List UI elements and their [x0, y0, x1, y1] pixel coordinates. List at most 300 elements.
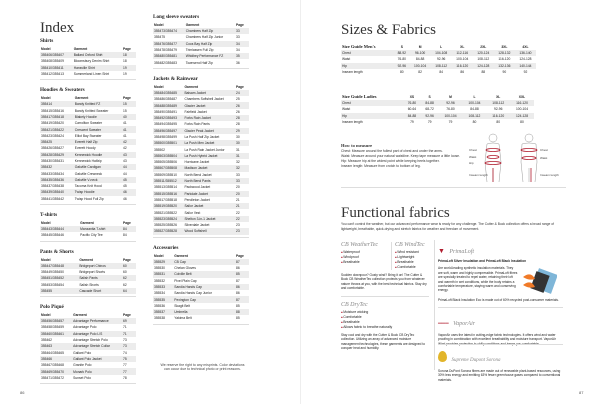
page-cell: 43: [123, 159, 127, 163]
table-row: [40, 288, 136, 294]
size-cell: 96-100: [410, 50, 431, 56]
fabrics-intro: You can't control the weather, but our advanced performance wear is ready for any challenge. The Cutter & Buck collection offers a broad range of lightweight, breathable, quick-drying and stretch fabrics for weather and freedom of movement.: [341, 222, 554, 231]
size-cell: 86: [460, 70, 465, 75]
garment-cell: Everett Half Zip: [74, 139, 122, 145]
model-cell: 355415/355416: [41, 108, 64, 113]
size-table: [341, 93, 534, 125]
page-cell: 73: [122, 343, 136, 349]
page-cell: 26: [235, 102, 249, 108]
page-cell: 85: [236, 303, 240, 308]
page-cell: 62: [123, 282, 127, 287]
size-header: 2XL: [480, 44, 487, 49]
page-cell: 25: [236, 97, 240, 102]
index-section: [40, 304, 136, 384]
garment-cell: Silverdale Jacket: [184, 223, 210, 228]
vaporair-logo-icon: ═══: [438, 321, 449, 327]
windtec-block: [391, 242, 431, 270]
garment-cell: Tacoma Knit Hood: [74, 184, 102, 189]
fig-label: Inseam length: [540, 173, 559, 177]
page-cell: 45: [122, 177, 136, 183]
sorona-block: [438, 348, 563, 382]
table-row: [153, 228, 249, 234]
model-cell: 355462: [41, 338, 53, 343]
index-table: [40, 46, 136, 77]
model-cell: 355458/355459: [41, 325, 64, 330]
page-cell: 46: [123, 196, 127, 201]
model-cell: 355437/355438: [41, 184, 64, 189]
garment-cell: Granite Polo: [73, 363, 92, 368]
page-cell: 60: [122, 263, 136, 269]
feature-item: ■ Moisture wicking: [341, 310, 429, 315]
garment-cell: La Push Men Jacket: [183, 140, 235, 146]
size-cell: 108-112: [477, 57, 490, 62]
index-table: [40, 95, 136, 202]
model-cell: 355478/355479: [154, 48, 177, 53]
model-cell: 355425: [40, 139, 74, 145]
garment-cell: Sandia Hands Cap Junior: [174, 291, 212, 296]
size-header: S: [428, 94, 431, 99]
page-cell: 18: [123, 59, 127, 64]
size-cell: 88: [481, 70, 486, 75]
weathertec-name: CB WeatherTec: [341, 242, 379, 248]
page-cell: 41: [123, 121, 127, 126]
garment-cell: Shelton 3-in-1 Jacket: [183, 216, 235, 222]
feature-item: ■ Wind resistant: [395, 250, 431, 255]
garment-cell: CB Cap: [173, 259, 235, 265]
page-cell: 86: [235, 284, 249, 290]
section-title: Shirts: [40, 38, 54, 44]
page-cell: 44: [122, 164, 136, 170]
page-cell: 20: [236, 185, 240, 190]
garment-cell: Oakville Cardigan: [74, 164, 122, 170]
index-column-2: [153, 14, 249, 332]
fig-label: Hip: [469, 161, 474, 165]
model-cell: 355473/355474: [153, 28, 185, 34]
column-header-garment: Garment: [73, 47, 88, 51]
model-cell: 355531: [153, 271, 173, 277]
size-header: XXL: [518, 94, 526, 99]
model-cell: 355511/355512: [153, 178, 183, 184]
fig-label: Chest: [469, 148, 477, 152]
table-row: [40, 71, 136, 77]
drytec-name: CB DryTec: [341, 302, 368, 308]
garment-cell: Chambers Half Zip: [185, 28, 235, 34]
garment-cell: Pexington Cap: [173, 296, 235, 302]
model-cell: 355509/355510: [154, 172, 177, 177]
page-cell: 22: [236, 210, 240, 215]
page-cell: 40: [122, 114, 136, 120]
page-cell: 34: [236, 48, 240, 53]
page-cell: 20: [235, 191, 249, 197]
garment-cell: Advantage Stretch Polo: [73, 338, 108, 343]
garment-cell: Chelan Gloves: [174, 266, 196, 271]
divider: [341, 187, 566, 188]
windtec-name: CB WindTec: [395, 242, 425, 248]
garment-cell: Chambers Softshell Jacket: [184, 97, 224, 102]
model-cell: 355500/355501: [153, 140, 183, 146]
feature-item: ■ Waterproof: [341, 250, 391, 255]
garment-cell: Advantage Performance: [72, 318, 122, 324]
size-cell: 124-128: [519, 57, 532, 62]
size-guide-title: Size Guide Men's: [342, 44, 376, 49]
column-header-model: Model: [41, 47, 51, 51]
size-cell: 124-128: [510, 113, 534, 119]
model-cell: 355484/355485: [153, 90, 183, 96]
measure-instruction: Waist: Measure around your natural waistline. Keep tape measure a little loose.: [341, 154, 460, 158]
table-row: [40, 375, 136, 381]
model-cell: 355537: [153, 309, 173, 315]
feature-item: ■ Breathable: [395, 260, 431, 265]
column-header-garment: Garment: [174, 253, 188, 258]
page-cell: 77: [123, 363, 127, 368]
table-row: [341, 119, 534, 125]
size-cell: 136-140: [515, 50, 536, 56]
garment-cell: North Bend Pants: [183, 178, 235, 184]
primaloft-logo-icon: ▼: [438, 248, 445, 255]
column-header-model: Model: [41, 96, 51, 101]
size-cell: 92-96: [494, 107, 503, 112]
size-cell: 92-96: [421, 113, 439, 119]
weathertec-text-block: [341, 270, 429, 291]
model-cell: 355521/355522: [154, 210, 177, 215]
measure-title: How to measure: [341, 143, 373, 148]
page-cell: 45: [123, 184, 127, 189]
drytec-text: Stay cool and dry with the Cutter & Buck CB DryTec collection. Utilizing an array of advanced moisture management technologies, these garments are designed to conquer heat and humidity.: [341, 333, 425, 351]
size-cell: 120-124: [473, 50, 494, 56]
model-cell: 355475: [154, 35, 166, 40]
measure-label: Hip: [341, 113, 403, 119]
garment-cell: Manzanita T-shirt: [79, 226, 122, 232]
garment-cell: Hurricane Jacket: [184, 160, 210, 165]
garment-cell: Townsend Half Zip: [185, 60, 213, 65]
page-cell: 60: [123, 269, 127, 274]
page-cell: 15: [123, 108, 127, 113]
size-cell: 84-88: [421, 100, 439, 106]
feature-item: ■ Comfortable: [341, 315, 429, 320]
page-cell: 30: [236, 135, 240, 139]
page-cell: 84: [123, 233, 127, 238]
sizes-title: Sizes & Fabrics: [341, 22, 436, 38]
page-cell: 73: [123, 338, 127, 343]
model-cell: 355490/355491: [154, 109, 177, 114]
column-header-page: Page: [123, 257, 131, 262]
page-cell: 64: [122, 288, 136, 294]
garment-cell: Crescent Sweater: [74, 126, 122, 132]
page-cell: 31: [236, 147, 240, 152]
garment-cell: Forks Rain Pants: [184, 122, 210, 127]
model-cell: 355527/355528: [153, 228, 183, 234]
garment-cell: Chambers Half Zip Junior: [185, 35, 224, 40]
size-cell: 124-128: [473, 63, 494, 69]
garment-cell: Twisp Hoodie: [74, 189, 122, 195]
size-cell: 68-72: [425, 107, 434, 112]
model-cell: 355441/355442: [41, 196, 64, 201]
size-cell: 84: [439, 70, 443, 75]
index-column-1: [40, 38, 136, 391]
size-header: 4XL: [522, 44, 529, 49]
model-cell: 355538: [154, 316, 166, 321]
garment-cell: Fairfield Jacket: [184, 109, 207, 114]
model-cell: 355463: [40, 343, 72, 349]
column-header-model: Model: [41, 257, 51, 262]
index-section: [153, 76, 249, 238]
feature-item: ■ Allows fabric to breathe naturally: [341, 325, 429, 330]
garment-cell: Skagit Belt: [174, 303, 191, 308]
model-cell: 355451/355452: [40, 275, 78, 281]
table-row: [153, 59, 249, 65]
size-header: XL: [460, 44, 465, 49]
garment-cell: Oakville Crewneck: [74, 171, 103, 176]
garment-cell: Cascade Short: [78, 288, 122, 294]
model-cell: 355502: [154, 147, 166, 152]
garment-cell: Bloomsbury Denim Shirt: [73, 59, 110, 64]
model-cell: 355529: [153, 259, 173, 265]
size-cell: 116-120: [510, 100, 534, 106]
measure-label: Waist: [342, 57, 351, 62]
model-cell: 355439/355440: [40, 189, 74, 195]
garment-cell: Trimlassen Full Zip: [185, 48, 214, 53]
index-section: [40, 38, 136, 80]
page-number: 87: [579, 390, 584, 395]
page-cell: 19: [122, 65, 136, 71]
size-cell: 92-96: [394, 63, 410, 69]
model-cell: 355517/355518: [154, 197, 177, 202]
garment-cell: Advantage Polo: [73, 325, 97, 330]
index-table: [153, 253, 249, 322]
fig-label: Waist: [469, 155, 477, 159]
measure-label: Waist: [342, 107, 351, 112]
garment-cell: Sunset Polo: [73, 375, 91, 380]
page-cell: 35: [235, 53, 249, 59]
page-cell: 88: [235, 309, 249, 315]
garment-cell: Glacier Jacket: [183, 102, 235, 108]
feature-item: ■ Comfortable: [395, 265, 431, 270]
page-cell: 34: [235, 41, 249, 47]
page-cell: 86: [236, 291, 240, 296]
divider-vertical: [434, 240, 435, 370]
model-cell: 355464/355465: [41, 350, 64, 355]
disclaimer-note: We reserve the right to any misprints. Color deviations can occur due to technical photo or print reasons.: [160, 363, 245, 371]
feature-item: ■ Breathable: [341, 320, 429, 325]
model-cell: 355423/355424: [41, 133, 64, 138]
model-cell: 355492/355493: [153, 115, 183, 121]
garment-cell: Forks Rain Jacket: [183, 115, 235, 121]
page-cell: 87: [236, 278, 240, 283]
index-table: [40, 257, 136, 294]
model-cell: 355406/355407: [40, 52, 73, 58]
column-header-model: Model: [154, 253, 164, 258]
model-cell: 355456/355457: [40, 318, 72, 324]
size-header: M: [418, 44, 422, 49]
primaloft-block: [438, 240, 563, 303]
page-cell: 24: [235, 90, 249, 96]
model-cell: 355471/355472: [41, 375, 64, 380]
garment-cell: Salish Pants: [78, 275, 122, 281]
page-cell: 30: [235, 140, 249, 146]
page-cell: 42: [123, 146, 127, 151]
page-cell: 74: [123, 350, 127, 355]
size-cell: 132-136: [494, 63, 515, 69]
page-cell: 22: [235, 216, 249, 222]
page-cell: 41: [122, 126, 136, 132]
garment-cell: Pixel Plain Cap: [174, 278, 197, 283]
section-title: Polo Piqué: [40, 304, 64, 311]
garment-cell: Coos Bay Half Zip: [185, 41, 235, 47]
model-cell: 355412/355413: [41, 72, 64, 77]
model-cell: 355507/355508: [153, 165, 183, 171]
page-cell: 69: [122, 318, 136, 324]
page-cell: 32: [236, 160, 240, 165]
garment-cell: Bridgeport Chinos: [78, 263, 122, 269]
page-cell: 21: [235, 203, 249, 209]
page-number: 86: [20, 390, 25, 395]
garment-cell: Oakville V-neck: [74, 177, 122, 183]
page-cell: 19: [123, 72, 127, 77]
index-section: [40, 212, 136, 242]
model-cell: 355486/355487: [154, 97, 177, 102]
index-title: Index: [40, 20, 75, 36]
page-cell: 46: [122, 189, 136, 195]
table-header: [341, 93, 534, 100]
measure-label: Chest: [341, 100, 403, 106]
size-cell: 76-80: [397, 57, 406, 62]
model-cell: 355428/355429: [40, 152, 74, 158]
model-cell: 355419/355420: [41, 121, 64, 126]
size-cell: 76-80: [403, 100, 421, 106]
page-cell: 84: [122, 226, 136, 232]
measure-figures: [469, 130, 569, 186]
garment-cell: Summerland Linen Shirt: [73, 72, 110, 77]
size-cell: 92: [523, 70, 528, 75]
page-cell: 71: [123, 325, 127, 330]
size-cell: 80: [520, 120, 524, 125]
garment-cell: Kennewick Hoodie: [74, 152, 122, 158]
insulation-illustration: [521, 267, 557, 295]
size-cell: 79: [410, 120, 414, 125]
page-cell: 36: [236, 60, 240, 65]
divider: [438, 307, 563, 308]
model-cell: 355496/355497: [153, 128, 183, 134]
size-cell: 116-120: [486, 113, 510, 119]
garment-cell: Advantage Polo L/S: [72, 331, 122, 337]
table-header: [341, 43, 536, 50]
garment-cell: Ballard Oxford Shirt: [73, 52, 122, 58]
section-title: Accessories: [153, 244, 179, 251]
garment-cell: Umbrella: [173, 309, 235, 315]
feature-item: ■ Lightweight: [395, 255, 431, 260]
page-cell: 33: [236, 172, 240, 177]
model-cell: 355443/355444: [40, 226, 79, 232]
page-cell: 77: [122, 368, 136, 374]
model-cell: 355449/355450: [41, 269, 64, 274]
model-cell: 355467/355468: [41, 363, 64, 368]
fig-label: Chest: [540, 148, 548, 152]
page-cell: 23: [236, 223, 240, 228]
page-cell: 71: [122, 331, 136, 337]
model-cell: 355445/355446: [41, 233, 64, 238]
size-cell: 76-80: [446, 107, 455, 112]
column-header-garment: Garment: [79, 257, 93, 262]
model-cell: 355447/355448: [40, 263, 78, 269]
garment-cell: Monark Polo: [72, 368, 122, 374]
model-cell: 355466: [40, 356, 72, 362]
page-cell: 87: [235, 296, 249, 302]
garment-cell: Madison Jacket: [183, 165, 235, 171]
size-header: S: [400, 44, 403, 49]
model-cell: 355533: [153, 284, 173, 290]
garment-cell: Salish Shorts: [79, 282, 99, 287]
model-cell: 355530: [154, 266, 166, 271]
section-title: Long sleeve sweaters: [153, 14, 200, 20]
garment-cell: Yakima Belt: [174, 316, 192, 321]
garment-cell: Elliot Bay Sweater: [74, 133, 102, 138]
garment-cell: Sailor Jacket: [183, 203, 235, 209]
size-cell: 92-96: [439, 100, 463, 106]
page-cell: 28: [235, 115, 249, 121]
sorona-name: Supreme Dupont Sorona: [451, 358, 501, 363]
size-cell: 100-104: [410, 63, 431, 69]
right-page: [300, 0, 600, 404]
index-table: [40, 312, 136, 381]
size-cell: 84-88: [415, 57, 425, 62]
page-cell: 78: [123, 375, 127, 380]
primaloft-subtitle: PrimaLoft Silver Insulation and PrimaLoft Black Insulation: [438, 259, 527, 263]
column-header-page: Page: [236, 84, 244, 89]
index-section: [40, 249, 136, 297]
size-cell: 88-92: [394, 50, 410, 56]
model-cell: 355503/355504: [153, 153, 183, 159]
page-cell: 44: [123, 171, 127, 176]
table-row: [40, 196, 136, 202]
model-cell: 355535: [153, 296, 173, 302]
model-cell: 355414: [40, 101, 74, 107]
model-cell: 355498/355499: [154, 135, 177, 139]
page-cell: 41: [123, 133, 127, 138]
size-cell: 82: [418, 70, 422, 75]
size-header: XL: [496, 94, 501, 99]
table-row: [153, 315, 249, 321]
page-cell: 31: [235, 153, 249, 159]
measure-instruction: Inseam length: Measure from crotch to bottom of leg.: [341, 164, 421, 168]
page-cell: 15: [122, 101, 136, 107]
page-cell: 75: [122, 356, 136, 362]
size-cell: 90: [502, 70, 507, 75]
garment-cell: Everett Hoody: [74, 146, 96, 151]
garment-cell: Bandy Knitted FZ: [74, 101, 122, 107]
garment-cell: Wood Softshell: [183, 228, 235, 234]
vaporair-block: [438, 312, 563, 346]
column-header-model: Model: [154, 23, 164, 27]
page-cell: 85: [236, 316, 240, 321]
size-cell: 92-96: [436, 57, 446, 62]
index-section: [153, 14, 249, 69]
garment-cell: Twisp Hood Full Zip: [74, 196, 104, 201]
model-cell: 355432: [40, 164, 74, 170]
garment-cell: Packwood Jacket: [184, 185, 211, 190]
model-cell: 355469/355470: [40, 368, 72, 374]
index-section: [40, 87, 136, 205]
size-header: M: [449, 94, 452, 99]
how-to-measure: [341, 143, 466, 169]
primaloft-name: PrimaLoft: [449, 249, 475, 255]
garment-cell: Glacier Peak Jacket: [183, 128, 235, 134]
page-cell: 28: [236, 122, 240, 127]
model-cell: 355408/355409: [41, 59, 64, 64]
model-cell: 355426/355427: [41, 146, 64, 151]
garment-cell: La Push Rain Jacket Junior: [184, 147, 225, 152]
primaloft-text-2: PrimaLoft Black Insulation Eco is made out of 60% recycled post-consumer materials.: [438, 298, 559, 303]
section-title: Jackets & Rainwear: [153, 75, 198, 82]
